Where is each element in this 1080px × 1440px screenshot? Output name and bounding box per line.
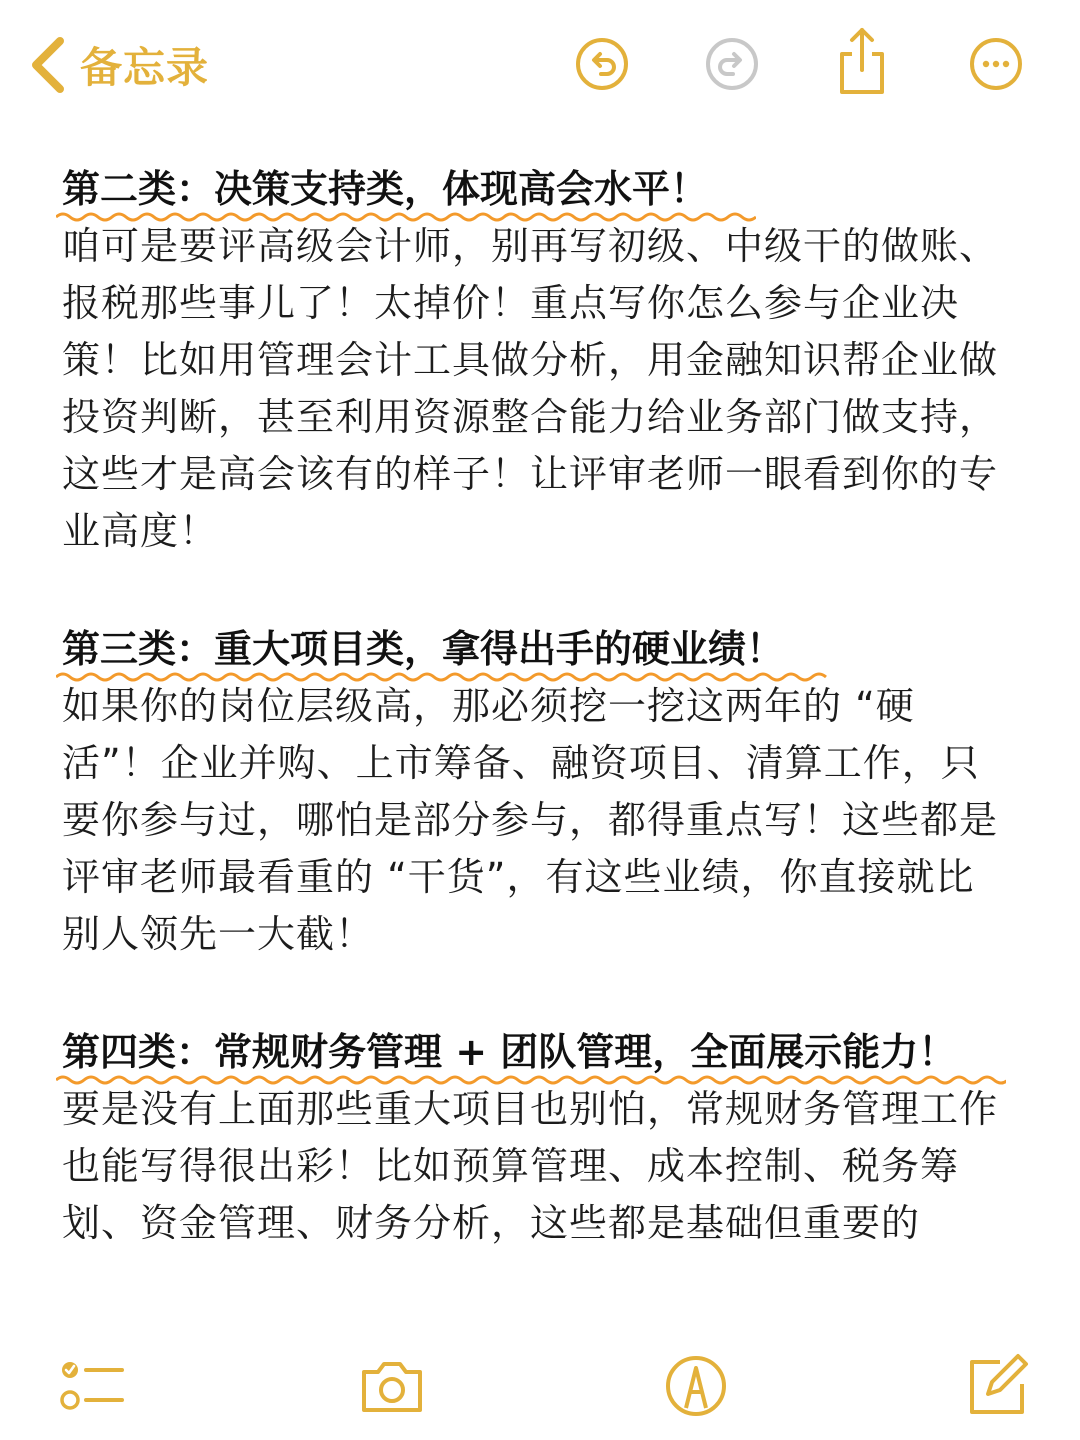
- checklist-button[interactable]: [56, 1350, 128, 1422]
- note-content[interactable]: [62, 160, 1012, 1312]
- section-title: 第三类：重大项目类，拿得出手的硬业绩！: [62, 627, 785, 671]
- section-body: 咱可是要评高级会计师，别再写初级、中级干的做账、报税那些事儿了！太掉价！重点写你怎么参与企业决策！比如用管理会计工具做分析，用金融知识帮企业做投资判断，甚至利用资源整合能力给业务部门做支持，这些才是高会该有的样子！让评审老师一眼看到你的专业高度！: [62, 224, 999, 553]
- camera-button[interactable]: [356, 1350, 428, 1422]
- note-section: [62, 1023, 1012, 1252]
- checklist-icon: [56, 1350, 128, 1422]
- underline-squiggle: [56, 1073, 1006, 1087]
- markup-button[interactable]: [660, 1350, 732, 1422]
- compose-icon: [960, 1350, 1032, 1422]
- back-button[interactable]: [28, 30, 209, 100]
- note-section: [62, 620, 1012, 963]
- underline-squiggle: [56, 210, 756, 224]
- markup-icon: [660, 1350, 732, 1422]
- top-navigation-bar: [0, 0, 1080, 130]
- chevron-left-icon: [28, 35, 68, 95]
- section-title-wrapper: [62, 620, 784, 678]
- compose-button[interactable]: [960, 1350, 1032, 1422]
- share-button[interactable]: [832, 26, 892, 96]
- redo-button[interactable]: [702, 34, 762, 94]
- section-body: 如果你的岗位层级高，那必须挖一挖这两年的 “硬活”！企业并购、上市筹备、融资项目、清算工作，只要你参与过，哪怕是部分参与，都得重点写！这些都是评审老师最看重的 “干货”，有这些业绩，你直接就比别人领先一大截！: [62, 684, 999, 956]
- back-button-label: 备忘录: [80, 43, 210, 92]
- more-icon: [968, 36, 1024, 92]
- more-button[interactable]: [966, 34, 1026, 94]
- section-title: 第二类：决策支持类，体现高会水平！: [62, 167, 709, 211]
- underline-squiggle: [56, 670, 832, 684]
- undo-button[interactable]: [572, 34, 632, 94]
- section-title-wrapper: [62, 1023, 956, 1081]
- undo-icon: [574, 36, 630, 92]
- note-section: [62, 160, 1012, 560]
- section-title: 第四类：常规财务管理 + 团队管理，全面展示能力！: [62, 1030, 957, 1074]
- share-icon: [834, 26, 890, 96]
- section-body: 要是没有上面那些重大项目也别怕，常规财务管理工作也能写得很出彩！比如预算管理、成本控制、税务筹划、资金管理、财务分析，这些都是基础但重要的: [62, 1087, 999, 1245]
- bottom-toolbar: [0, 1350, 1080, 1430]
- camera-icon: [356, 1350, 428, 1422]
- redo-icon: [704, 36, 760, 92]
- section-title-wrapper: [62, 160, 708, 218]
